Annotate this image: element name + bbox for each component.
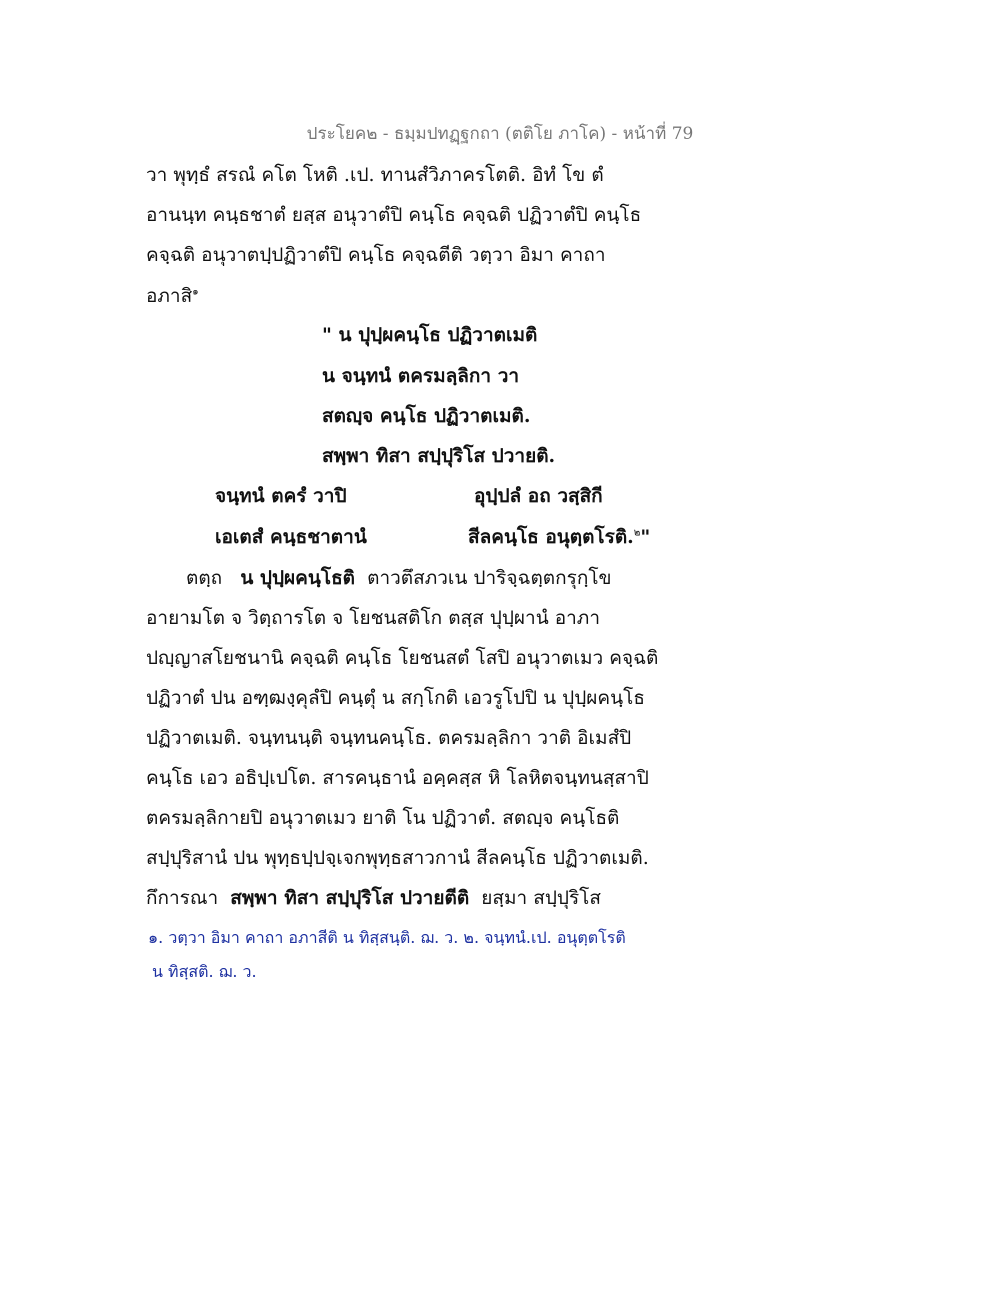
verse-line-6-right-text: สีลคนฺโธ อนุตฺตโรติ. <box>468 526 634 548</box>
verse-line-1: " น ปุปฺผคนฺโธ ปฏิวาตเมติ <box>322 324 538 346</box>
running-header: ประโยค๒ - ธมฺมปทฏฺฐกถา (ตติโย ภาโค) - หน้าที่ 79 <box>306 124 694 144</box>
verse-line-2: น จนฺทนํ ตครมลฺลิกา วา <box>322 365 520 387</box>
commentary-line-5: ปฏิวาตเมติ. จนฺทนนฺติ จนฺทนคนฺโธ. ตครมลฺลิกา วาติ อิเมสํปิ <box>146 727 632 749</box>
body-line: อานนฺท คนฺธชาตํ ยสฺส อนุวาตํปิ คนฺโธ คจฺฉติ ปฏิวาตํปิ คนฺโธ <box>146 204 642 226</box>
closing-quote: " <box>640 526 651 548</box>
footnote-ref-2: ๒ <box>633 527 641 539</box>
verse-line-5-left: จนฺทนํ ตครํ วาปิ <box>215 485 347 507</box>
body-line-text: อภาสิ <box>146 285 193 307</box>
body-line: วา พุทฺธํ สรณํ คโต โหติ .เป. ทานสํวิภาครโตติ. อิทํ โข ตํ <box>146 164 604 186</box>
commentary-line-8: สปฺปุริสานํ ปน พุทฺธปฺปจฺเจกพุทฺธสาวกานํ สีลคนฺโธ ปฏิวาตเมติ. <box>146 847 649 869</box>
verse-line-4: สพฺพา ทิสา สปฺปุริโส ปวายติ. <box>322 445 556 467</box>
commentary-line-9 <box>146 883 601 913</box>
body-line <box>146 281 199 311</box>
commentary-line-3: ปญฺญาสโยชนานิ คจฺฉติ คนฺโธ โยชนสตํ โสปิ อนุวาตเมว คจฺฉติ <box>146 647 659 669</box>
verse-line-6-right <box>468 522 650 552</box>
verse-line-6-left: เอเตสํ คนฺธชาตานํ <box>215 526 367 548</box>
commentary-text: ตาวตึสภวเน ปาริจฺฉตฺตกรุกฺโข <box>367 567 612 589</box>
commentary-text: ยสฺมา สปฺปุริโส <box>481 887 601 909</box>
commentary-keyword: น ปุปฺผคนฺโธติ <box>240 567 356 589</box>
commentary-text: กึการณา <box>146 887 219 909</box>
commentary-line-1 <box>186 563 612 593</box>
footnote-line-1: ๑. วตฺวา อิมา คาถา อภาสีติ น ทิสฺสนฺติ. ฌ. ว. ๒. จนฺทนํ.เป. อนุตฺตโรติ <box>148 928 626 947</box>
footnote-line-2: น ทิสฺสติ. ฌ. ว. <box>152 962 257 981</box>
body-line: คจฺฉติ อนุวาตปฺปฏิวาตํปิ คนฺโธ คจฺฉตีติ วตฺวา อิมา คาถา <box>146 244 606 266</box>
commentary-line-4: ปฏิวาตํ ปน อฑฺฒงฺคุลํปิ คนฺตุํ น สกฺโกติ เอวรูโปปิ น ปุปฺผคนฺโธ <box>146 687 645 709</box>
verse-line-5-right: อุปฺปลํ อถ วสฺสิกี <box>474 485 603 507</box>
commentary-line-6: คนฺโธ เอว อธิปฺเปโต. สารคนฺธานํ อคฺคสฺส หิ โลหิตจนฺทนสฺสาปิ <box>146 767 649 789</box>
verse-line-3: สตญฺจ คนฺโธ ปฏิวาตเมติ. <box>322 405 531 427</box>
footnote-ref-1: ๑ <box>192 286 199 298</box>
commentary-keyword: สพฺพา ทิสา สปฺปุริโส ปวายตีติ <box>230 887 470 909</box>
commentary-text: ตตฺถ <box>186 567 223 589</box>
commentary-line-7: ตครมลฺลิกายปิ อนุวาตเมว ยาติ โน ปฏิวาตํ. สตญฺจ คนฺโธติ <box>146 807 620 829</box>
commentary-line-2: อายามโต จ วิตฺถารโต จ โยชนสติโก ตสฺส ปุปฺผานํ อาภา <box>146 607 601 629</box>
